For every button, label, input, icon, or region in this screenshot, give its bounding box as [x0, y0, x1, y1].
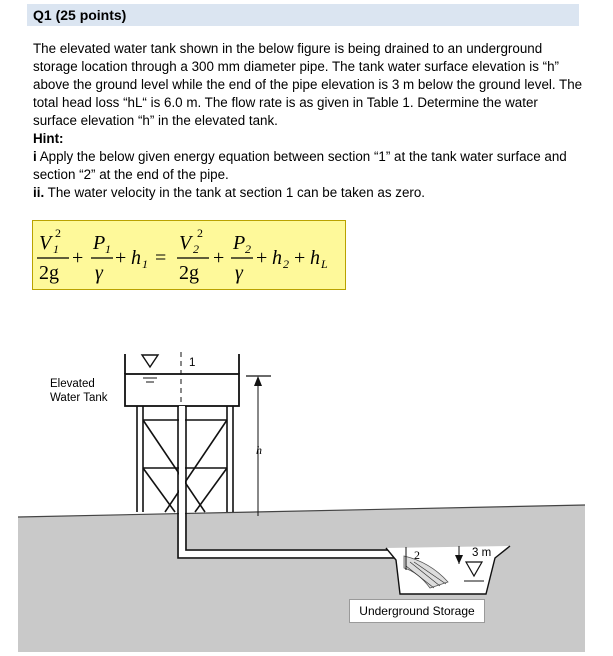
energy-equation: [32, 220, 346, 290]
eq-v2-sub: 2: [193, 242, 199, 256]
eq-plus-1: +: [72, 247, 84, 269]
eq-hl-sub: L: [321, 257, 328, 271]
question-header: [27, 4, 579, 26]
water-surface-icon: [142, 355, 158, 367]
eq-v2-sq: 2: [197, 226, 203, 240]
hint-2: [33, 184, 583, 202]
ground: [18, 505, 585, 652]
hint-1-marker: i: [33, 149, 37, 164]
eq-plus-4: +: [256, 247, 268, 269]
eq-h1-sub: 1: [142, 257, 148, 271]
eq-hl: h: [310, 247, 320, 269]
eq-v1-sq: 2: [55, 226, 61, 240]
tank-figure: [0, 300, 613, 656]
eq-plus-3: +: [213, 247, 225, 269]
eq-gamma-2: γ: [235, 262, 243, 284]
eq-2g-1: 2g: [39, 262, 59, 284]
eq-2g-2: 2g: [179, 262, 199, 284]
hint-1: [33, 148, 583, 184]
eq-plus-2: +: [115, 247, 127, 269]
section-2-label: 2: [414, 548, 420, 562]
tank-label-line2: Water Tank: [50, 392, 108, 404]
eq-plus-5: +: [294, 247, 306, 269]
storage-label-box: [349, 599, 485, 623]
storage-label: Underground Storage: [359, 604, 475, 618]
hint-title: Hint:: [33, 131, 64, 146]
eq-v2: V: [179, 232, 192, 254]
eq-gamma-1: γ: [95, 262, 103, 284]
eq-p1-sub: 1: [105, 242, 111, 256]
problem-statement: The elevated water tank shown in the below figure is being drained to an underground storage location through a 300 mm diameter pipe. The tank water surface elevation is “h” above the ground level while the end of the pipe elevation is 3 m below the ground level. The total head loss “hL“ is 6.0 m. The flow rate is as given in Table 1. Determine the water surface elevation “h” in the elevated tank.: [33, 41, 583, 128]
eq-p2: P: [233, 232, 246, 254]
eq-h1: h: [131, 247, 141, 269]
eq-v1: V: [39, 232, 52, 254]
energy-equation-graphic: [33, 221, 345, 289]
tank-label-line1: Elevated: [50, 378, 95, 390]
hint-2-text: The water velocity in the tank at section 1 can be taken as zero.: [44, 185, 426, 200]
depth-label: 3 m: [472, 547, 492, 559]
eq-p2-sub: 2: [245, 242, 251, 256]
hint-1-text: Apply the below given energy equation between section “1” at the tank water surface and section “2” at the end of the pipe.: [33, 149, 567, 182]
eq-equals: =: [155, 247, 167, 269]
eq-h2-sub: 2: [283, 257, 289, 271]
question-title: Q1 (25 points): [33, 7, 127, 23]
section-1-label: 1: [189, 357, 196, 369]
eq-p1: P: [93, 232, 106, 254]
h-dimension-label: h: [256, 443, 262, 457]
eq-v1-sub: 1: [53, 242, 59, 256]
hint-2-marker: ii.: [33, 185, 45, 200]
elevated-tank: [125, 374, 239, 406]
eq-h2: h: [272, 247, 282, 269]
